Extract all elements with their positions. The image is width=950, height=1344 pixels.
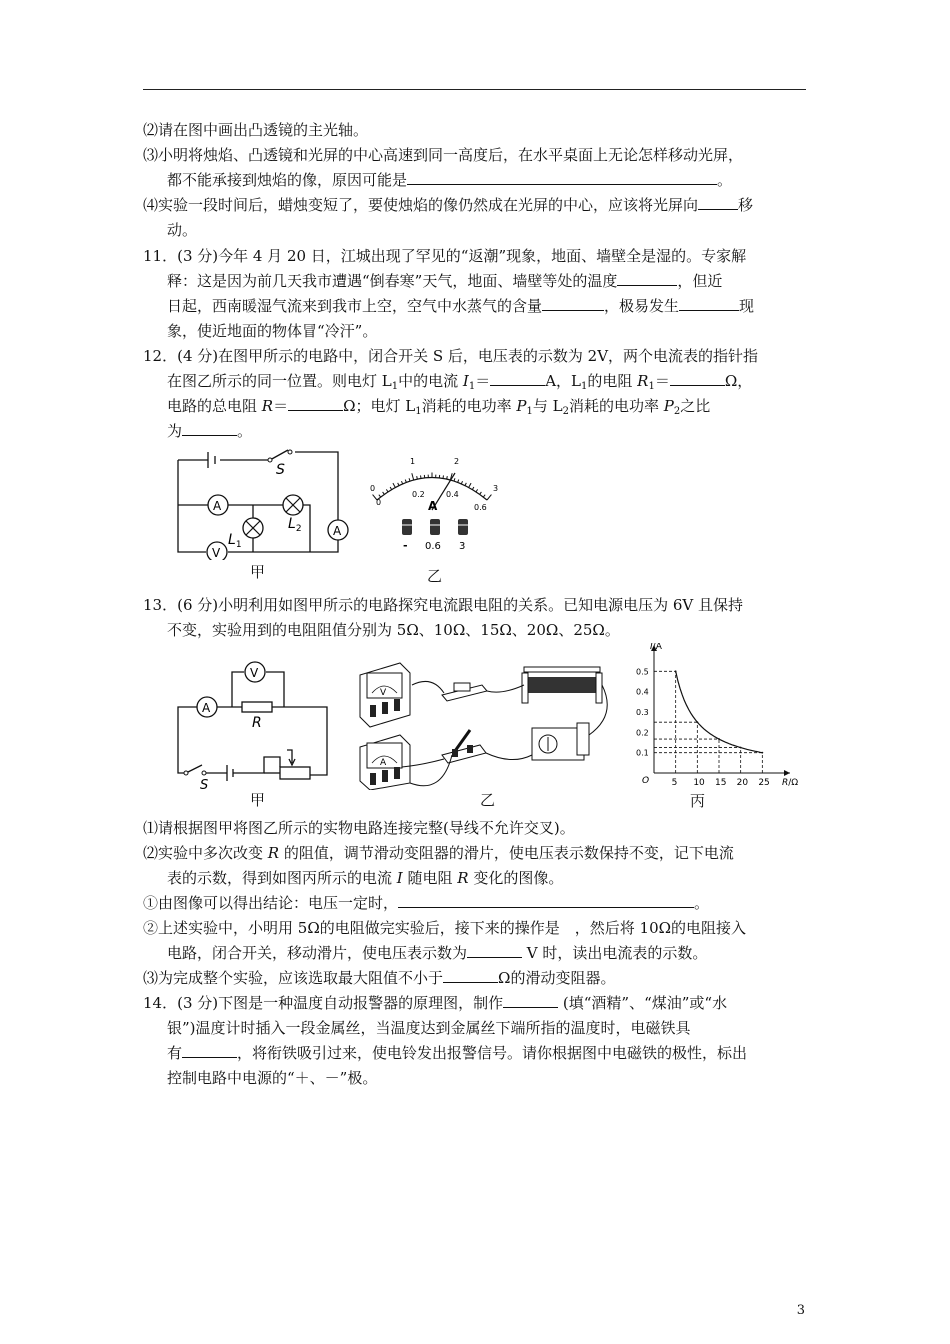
q13-part2-line2: 表的示数，得到如图丙所示的电流 I 随电阻 R 变化的图像。	[167, 869, 564, 887]
x-tick-label: 5	[671, 778, 678, 788]
answer-blank[interactable]	[182, 1043, 237, 1058]
q10-part4-line2: 动。	[167, 221, 198, 239]
answer-blank[interactable]	[288, 396, 343, 411]
q11-line3: 日起，西南暖湿气流来到我市上空，空气中水蒸气的含量 ，极易发生 现	[167, 297, 755, 315]
resistor-on-base	[442, 683, 487, 701]
x-tick-label: 20	[736, 778, 749, 788]
svg-text:V: V	[250, 666, 259, 680]
q11-line1: 11．(3 分)今年 4 月 20 日，江城出现了罕见的“返潮”现象，地面、墙壁全是湿的。专家解	[143, 247, 747, 265]
ammeter-device	[360, 735, 410, 790]
switch-label: S	[276, 462, 285, 478]
terminal-label: 0.6	[425, 541, 441, 552]
y-tick-label: 0.5	[636, 667, 649, 677]
data-point	[761, 752, 763, 754]
y-tick-label: 0.3	[636, 708, 649, 717]
dial-tick	[386, 489, 388, 492]
dial-tick	[472, 487, 474, 490]
dial-tick	[383, 492, 385, 494]
answer-blank[interactable]	[698, 195, 738, 210]
q13-conclusion1: ①由图像可以得出结论：电压一定时， 。	[143, 894, 710, 912]
terminal-label: -	[403, 539, 408, 552]
dial-top-tick: 0	[370, 484, 376, 493]
y-tick-label: 0.2	[636, 728, 649, 738]
dial-top-tick: 2	[454, 457, 460, 466]
dial-bottom-tick: 0	[376, 498, 382, 507]
terminal-label: 3	[459, 541, 466, 552]
x-axis-arrow	[784, 770, 790, 776]
switch-label: S	[200, 778, 209, 790]
dial-bottom-tick: 0.4	[446, 490, 459, 499]
origin-label: O	[642, 776, 650, 786]
q13-part1: ⑴请根据图甲将图乙所示的实物电路连接完整(导线不允许交叉)。	[143, 819, 575, 837]
lamp-L2	[283, 495, 303, 515]
q11-line4: 象，使近地面的物体冒“冷汗”。	[167, 322, 378, 340]
dial-tick	[476, 489, 478, 492]
dial-tick	[398, 483, 399, 486]
q13-physical-circuit	[352, 655, 612, 790]
svg-text:A: A	[202, 701, 211, 715]
dial-tick	[465, 483, 466, 486]
data-point	[718, 738, 720, 740]
power-supply-device	[532, 723, 589, 760]
answer-blank[interactable]	[490, 371, 545, 386]
x-tick-label: 10	[693, 778, 705, 788]
dial-tick	[458, 480, 459, 483]
x-axis-label: R/Ω	[782, 778, 799, 788]
answer-blank[interactable]	[467, 943, 522, 958]
header-rule	[143, 89, 806, 90]
dial-top-tick: 1	[410, 457, 416, 466]
q14-line1: 14．(3 分)下图是一种温度自动报警器的原理图，制作 (填“酒精”、“煤油”或“水	[143, 994, 728, 1012]
y-tick-label: 0.1	[636, 748, 649, 758]
rheostat-device	[522, 667, 602, 703]
answer-blank[interactable]	[503, 993, 558, 1008]
dial-tick	[417, 476, 418, 479]
dial-tick	[401, 481, 402, 484]
dial-bottom-tick: 0.6	[474, 503, 487, 512]
dial-tick	[390, 487, 392, 490]
lamp-L1	[243, 518, 263, 538]
answer-blank[interactable]	[407, 170, 717, 185]
y-tick-label: 0.4	[636, 687, 649, 697]
q13-ir-graph	[632, 643, 802, 788]
q13-line1: 13．(6 分)小明利用如图甲所示的电路探究电流跟电阻的关系。已知电源电压为 6V 且保持	[143, 596, 744, 614]
q13-figure-caption-yi: 乙	[480, 791, 496, 809]
lamp-L1-label: $L_1$	[228, 532, 242, 550]
dial-tick	[454, 478, 455, 481]
q13-conclusion2-line2: 电路，闭合开关，移动滑片，使电压表示数为 V 时，读出电流表的示数。	[167, 944, 708, 962]
dial-bottom-tick: 0.2	[412, 490, 425, 499]
q13-line2: 不变，实验用到的电阻阻值分别为 5Ω、10Ω、15Ω、20Ω、25Ω。	[167, 621, 620, 639]
dial-top-tick: 3	[493, 484, 499, 493]
q13-part2-line1: ⑵实验中多次改变 R 的阻值，调节滑动变阻器的滑片，使电压表示数保持不变，记下电流	[143, 844, 734, 862]
dial-tick	[487, 495, 491, 500]
q14-line2: 银”)温度计时插入一段金属丝，当温度达到金属丝下端所指的温度时，电磁铁具	[167, 1019, 691, 1037]
svg-text:V: V	[380, 688, 387, 698]
dial-tick	[480, 492, 482, 494]
data-point	[740, 747, 742, 749]
ammeter	[197, 697, 217, 717]
q11-line2: 释：这是因为前几天我市遭遇“倒春寒”天气，地面、墙壁等处的温度 ，但近	[167, 272, 723, 290]
dial-tick	[447, 476, 448, 479]
dial-tick	[379, 495, 381, 497]
answer-blank[interactable]	[617, 271, 677, 286]
ammeter-2	[328, 520, 348, 540]
page-number: 3	[796, 1303, 805, 1318]
q14-line4: 控制电路中电源的“＋、－”极。	[167, 1069, 378, 1087]
svg-text:A: A	[333, 524, 342, 538]
voltmeter	[245, 662, 265, 682]
svg-text:A: A	[380, 758, 387, 768]
voltmeter	[207, 542, 227, 560]
answer-blank[interactable]	[443, 968, 498, 983]
q10-part4-line1: ⑷实验一段时间后，蜡烛变短了，要使烛焰的像仍然成在光屏的中心，应该将光屏向 移	[143, 196, 754, 214]
y-axis-label: I/A	[650, 643, 662, 652]
q13-figure-caption-jia: 甲	[250, 791, 266, 809]
lamp-L2-label: $L_2$	[288, 516, 302, 534]
q12-figure-caption-jia: 甲	[250, 563, 266, 581]
answer-blank[interactable]	[398, 893, 694, 908]
dial-tick	[483, 495, 485, 497]
dial-tick	[461, 481, 462, 484]
data-point	[675, 670, 677, 672]
q10-part2: ⑵请在图中画出凸透镜的主光轴。	[143, 121, 369, 139]
dial-tick	[412, 473, 414, 480]
dial-tick	[393, 483, 395, 487]
ammeter-1	[208, 495, 228, 515]
resistor-label: R	[252, 715, 262, 731]
q12-line4: 为 。	[167, 422, 253, 440]
q12-figure-caption-yi: 乙	[427, 567, 443, 585]
q10-part3-line2: 都不能承接到烛焰的像，原因可能是 。	[167, 171, 733, 189]
dial-tick	[409, 478, 410, 481]
answer-blank[interactable]	[182, 421, 237, 436]
x-tick-label: 15	[715, 778, 727, 788]
x-tick-label: 25	[758, 778, 770, 788]
q13-part3: ⑶为完成整个实验，应该选取最大阻值不小于 Ω的滑动变阻器。	[143, 969, 616, 987]
q13-conclusion2-line1: ②上述实验中，小明用 5Ω的电阻做完实验后，接下来的操作是 ，然后将 10Ω的电阻接入	[143, 919, 747, 937]
switch-device	[442, 730, 486, 763]
dial-unit: A	[428, 499, 438, 513]
answer-blank[interactable]	[679, 296, 739, 311]
q13-figure-caption-bing: 丙	[690, 792, 706, 810]
q13-circuit-diagram	[172, 655, 332, 790]
q12-line2: 在图乙所示的同一位置。则电灯 $L_1$中的电流 $I_1= A$，$L_1$的电阻 $R_1= \Omega$，	[167, 372, 753, 392]
q12-ammeter-dial	[362, 455, 502, 555]
meter-terminals	[402, 519, 468, 535]
q14-line3: 有 ，将衔铁吸引过来，使电铃发出报警信号。请你根据图中电磁铁的极性，标出	[167, 1044, 748, 1062]
q12-circuit-diagram	[170, 448, 355, 560]
answer-blank[interactable]	[542, 296, 604, 311]
data-point	[696, 721, 698, 723]
dial-tick	[469, 483, 471, 487]
q10-part3-line1: ⑶小明将烛焰、凸透镜和光屏的中心高速到同一高度后，在水平桌面上无论怎样移动光屏，	[143, 146, 744, 164]
dial-tick	[405, 480, 406, 483]
svg-text:A: A	[213, 499, 222, 513]
answer-blank[interactable]	[670, 371, 725, 386]
q12-line3: 电路的总电阻 R＝ Ω；电灯 $L_1$消耗的电功率 $P_1$与 $L_2$消耗的电功率 $P_2$之比	[167, 397, 711, 417]
resistor	[242, 702, 272, 712]
voltmeter-device	[360, 663, 410, 727]
q12-line1: 12．(4 分)在图甲所示的电路中，闭合开关 S 后，电压表的示数为 2V，两个电流表的指针指	[143, 347, 759, 365]
svg-text:V: V	[212, 546, 221, 560]
